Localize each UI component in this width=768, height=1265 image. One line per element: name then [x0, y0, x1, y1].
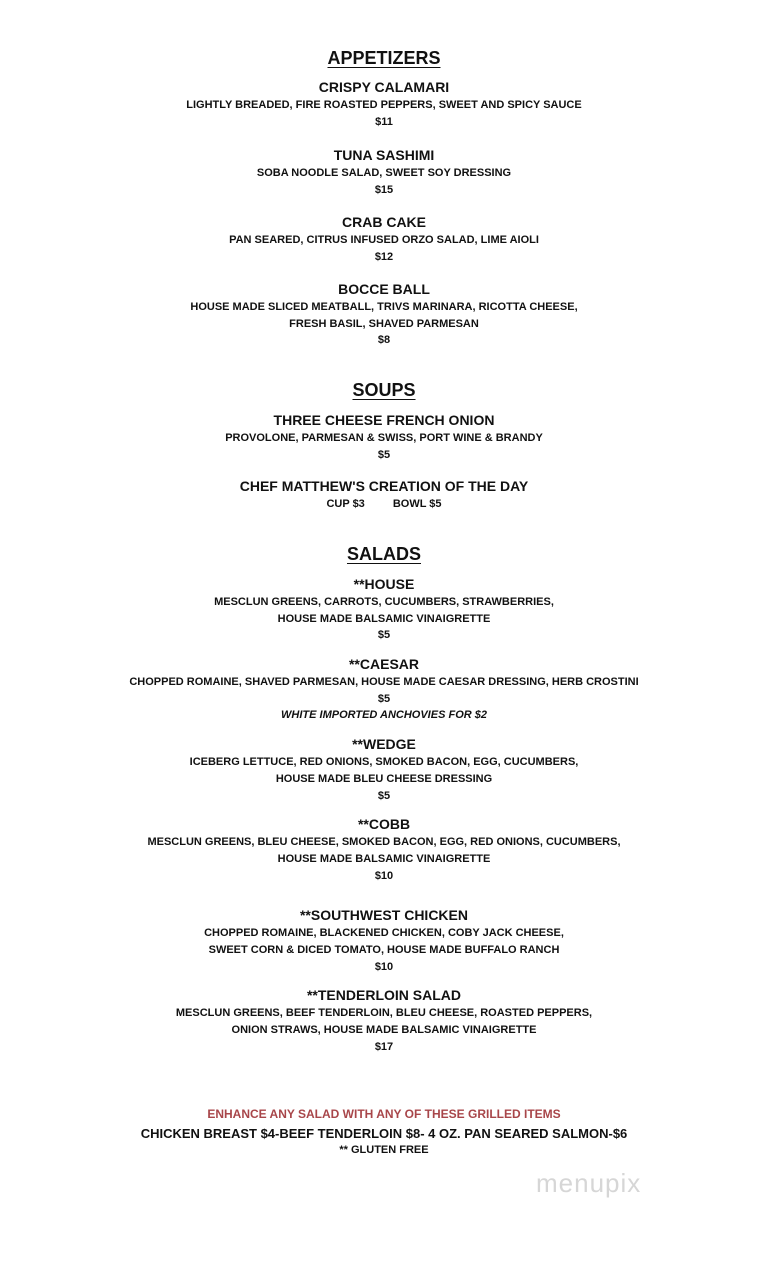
item-note: WHITE IMPORTED ANCHOVIES FOR $2: [281, 709, 487, 721]
item-name: CRISPY CALAMARI: [318, 79, 450, 95]
item-name: **SOUTHWEST CHICKEN: [299, 907, 468, 923]
bowl-price: BOWL $5: [392, 498, 442, 510]
item-desc: SOBA NOODLE SALAD, SWEET SOY DRESSING: [256, 167, 512, 179]
item-price: $10: [374, 870, 394, 882]
section-heading-appetizers: APPETIZERS: [327, 48, 441, 68]
item-price: $5: [377, 693, 391, 705]
item-name: **WEDGE: [352, 736, 416, 752]
cup-price: CUP $3: [326, 498, 365, 510]
watermark-logo: menupix: [536, 1168, 642, 1198]
item-desc: HOUSE MADE BALSAMIC VINAIGRETTE: [277, 613, 491, 625]
item-price: $17: [374, 1041, 394, 1053]
item-name: **CAESAR: [348, 656, 419, 672]
item-price: $11: [375, 116, 393, 128]
item-name: **HOUSE: [353, 576, 415, 592]
item-desc: MESCLUN GREENS, BEEF TENDERLOIN, BLEU CHEESE, ROASTED PEPPERS,: [175, 1007, 593, 1019]
item-desc: SWEET CORN & DICED TOMATO, HOUSE MADE BUFFALO RANCH: [208, 944, 560, 956]
gluten-free-legend: ** GLUTEN FREE: [339, 1144, 429, 1156]
item-price: $15: [374, 184, 394, 196]
section-heading-salads: SALADS: [346, 544, 421, 564]
item-price: $12: [374, 251, 394, 263]
item-desc: CHOPPED ROMAINE, SHAVED PARMESAN, HOUSE MADE CAESAR DRESSING, HERB CROSTINI: [129, 676, 639, 688]
item-desc: MESCLUN GREENS, BLEU CHEESE, SMOKED BACON, EGG, RED ONIONS, CUCUMBERS,: [147, 836, 621, 848]
item-name: TUNA SASHIMI: [333, 147, 435, 163]
item-name: CRAB CAKE: [342, 214, 426, 230]
item-name: THREE CHEESE FRENCH ONION: [273, 412, 495, 428]
item-desc: PROVOLONE, PARMESAN & SWISS, PORT WINE & BRANDY: [225, 432, 543, 444]
item-price: $10: [374, 961, 394, 973]
section-heading-soups: SOUPS: [352, 380, 416, 400]
item-desc: ICEBERG LETTUCE, RED ONIONS, SMOKED BACON, EGG, CUCUMBERS,: [189, 756, 579, 768]
item-name: **COBB: [357, 816, 411, 832]
item-desc: CHOPPED ROMAINE, BLACKENED CHICKEN, COBY JACK CHEESE,: [204, 927, 564, 939]
item-desc: ONION STRAWS, HOUSE MADE BALSAMIC VINAIGRETTE: [231, 1024, 537, 1036]
item-desc: LIGHTLY BREADED, FIRE ROASTED PEPPERS, SWEET AND SPICY SAUCE: [186, 99, 582, 111]
item-desc: HOUSE MADE SLICED MEATBALL, TRIVS MARINARA, RICOTTA CHEESE,: [190, 301, 578, 313]
item-name: **TENDERLOIN SALAD: [306, 987, 461, 1003]
item-price: $5: [377, 449, 391, 461]
item-desc: MESCLUN GREENS, CARROTS, CUCUMBERS, STRAWBERRIES,: [214, 596, 554, 608]
item-price: $5: [377, 790, 391, 802]
item-desc: PAN SEARED, CITRUS INFUSED ORZO SALAD, LIME AIOLI: [229, 234, 539, 246]
addons-list: CHICKEN BREAST $4-BEEF TENDERLOIN $8- 4 OZ. PAN SEARED SALMON-$6: [140, 1126, 628, 1141]
item-desc: HOUSE MADE BLEU CHEESE DRESSING: [275, 773, 493, 785]
item-price-row: [0, 499, 768, 510]
item-desc: FRESH BASIL, SHAVED PARMESAN: [289, 318, 479, 330]
item-name: BOCCE BALL: [338, 281, 430, 297]
item-price: $8: [377, 334, 391, 346]
enhance-heading: ENHANCE ANY SALAD WITH ANY OF THESE GRILLED ITEMS: [207, 1107, 561, 1121]
item-price: $5: [377, 629, 391, 641]
item-name: CHEF MATTHEW'S CREATION OF THE DAY: [239, 478, 529, 494]
item-desc: HOUSE MADE BALSAMIC VINAIGRETTE: [277, 853, 491, 865]
